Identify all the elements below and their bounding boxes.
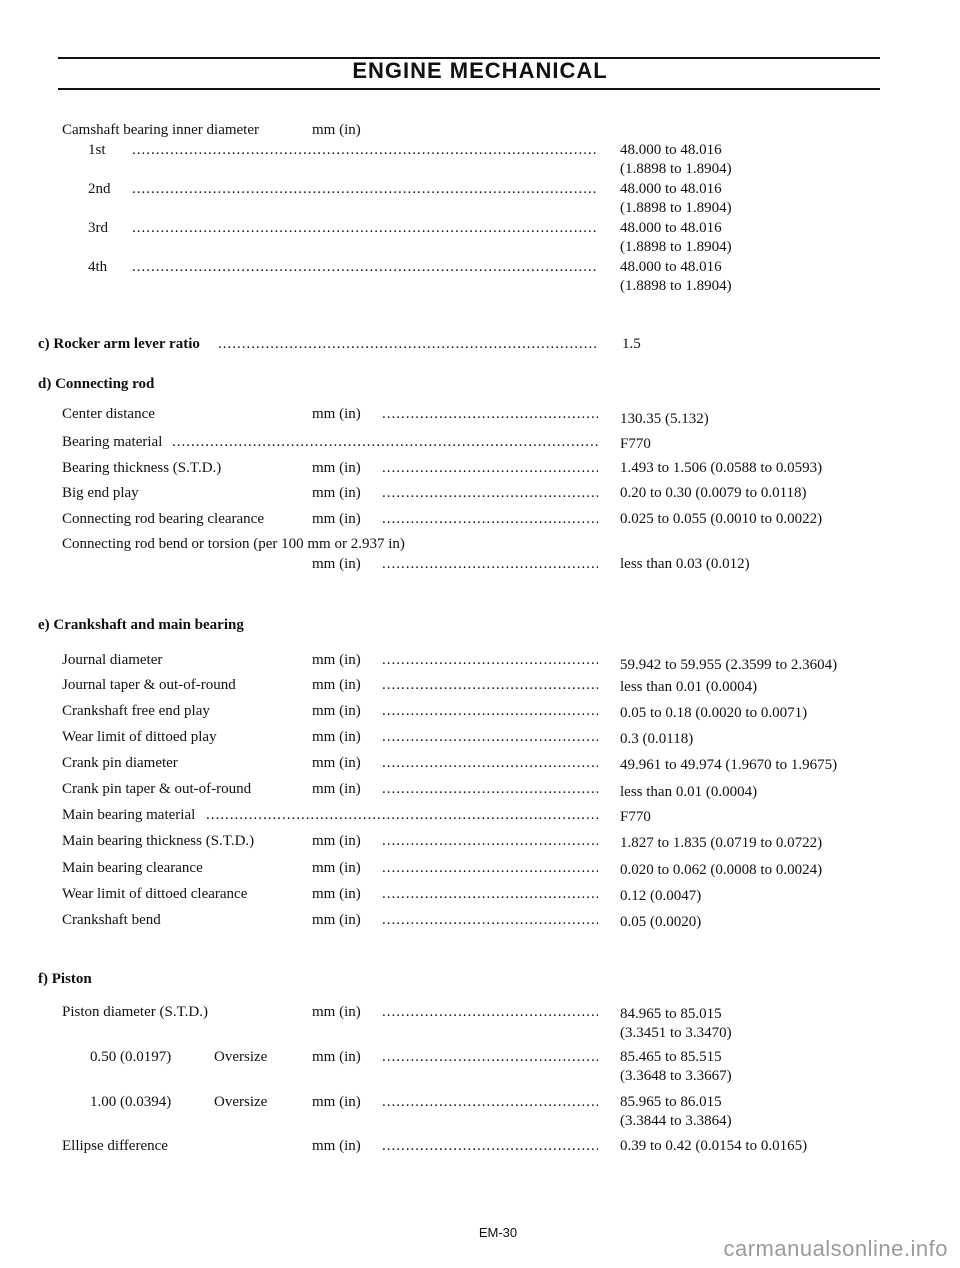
rod-bend-value: less than 0.03 (0.012) bbox=[620, 556, 750, 572]
leader-dots bbox=[132, 258, 598, 276]
ellipse-difference-label: Ellipse difference bbox=[62, 1138, 168, 1154]
main-bearing-thickness-value: 1.827 to 1.835 (0.0719 to 0.0722) bbox=[620, 835, 823, 851]
camshaft-4th-mm: 48.000 to 48.016 bbox=[620, 259, 722, 275]
page-title: ENGINE MECHANICAL bbox=[352, 58, 608, 83]
leader-dots bbox=[382, 1093, 598, 1111]
camshaft-3rd-in: (1.8898 to 1.8904) bbox=[620, 239, 732, 255]
piston-diameter-label: Piston diameter (S.T.D.) bbox=[62, 1004, 208, 1020]
rod-bearing-clearance-value: 0.025 to 0.055 (0.0010 to 0.0022) bbox=[620, 511, 823, 527]
watermark: carmanualsonline.info bbox=[723, 1236, 948, 1261]
leader-dots bbox=[382, 885, 598, 903]
unit-label: mm (in) bbox=[312, 485, 361, 501]
crank-pin-taper-label: Crank pin taper & out-of-round bbox=[62, 781, 252, 797]
crank-pin-diameter-label: Crank pin diameter bbox=[62, 755, 178, 771]
crankshaft-heading: e) Crankshaft and main bearing bbox=[38, 617, 244, 633]
leader-dots bbox=[218, 335, 598, 353]
unit-label: mm (in) bbox=[312, 556, 361, 572]
leader-dots bbox=[382, 1048, 598, 1066]
camshaft-1st-in: (1.8898 to 1.8904) bbox=[620, 161, 732, 177]
main-bearing-clearance-label: Main bearing clearance bbox=[62, 860, 203, 876]
crankshaft-free-end-play-label: Crankshaft free end play bbox=[62, 703, 210, 719]
main-bearing-material-label: Main bearing material bbox=[62, 807, 196, 823]
bearing-thickness-value: 1.493 to 1.506 (0.0588 to 0.0593) bbox=[620, 460, 823, 476]
camshaft-1st-label: 1st bbox=[88, 142, 106, 158]
unit-label: mm (in) bbox=[312, 677, 361, 693]
wear-limit-clearance-label: Wear limit of dittoed clearance bbox=[62, 886, 248, 902]
oversize-050-mm: 85.465 to 85.515 bbox=[620, 1049, 722, 1065]
unit-label: mm (in) bbox=[312, 1094, 361, 1110]
leader-dots bbox=[132, 180, 598, 198]
unit-label: mm (in) bbox=[312, 1049, 361, 1065]
camshaft-2nd-in: (1.8898 to 1.8904) bbox=[620, 200, 732, 216]
leader-dots bbox=[172, 433, 598, 451]
camshaft-2nd-mm: 48.000 to 48.016 bbox=[620, 181, 722, 197]
leader-dots bbox=[382, 859, 598, 877]
unit-label: mm (in) bbox=[312, 886, 361, 902]
leader-dots bbox=[132, 141, 598, 159]
leader-dots bbox=[382, 1137, 598, 1155]
bearing-material-value: F770 bbox=[620, 436, 651, 452]
journal-taper-label: Journal taper & out-of-round bbox=[62, 677, 236, 693]
big-end-play-label: Big end play bbox=[62, 485, 139, 501]
leader-dots bbox=[382, 555, 598, 573]
journal-diameter-label: Journal diameter bbox=[62, 652, 163, 668]
leader-dots bbox=[132, 219, 598, 237]
leader-dots bbox=[382, 405, 598, 423]
oversize-100-in: (3.3844 to 3.3864) bbox=[620, 1113, 732, 1129]
unit-label: mm (in) bbox=[312, 833, 361, 849]
leader-dots bbox=[382, 676, 598, 694]
camshaft-3rd-mm: 48.000 to 48.016 bbox=[620, 220, 722, 236]
rocker-arm-value: 1.5 bbox=[622, 336, 641, 352]
piston-diameter-mm: 84.965 to 85.015 bbox=[620, 1006, 722, 1022]
rod-bend-label: Connecting rod bend or torsion (per 100 mm or 2.937 in) bbox=[62, 536, 405, 552]
unit-label: mm (in) bbox=[312, 781, 361, 797]
journal-taper-value: less than 0.01 (0.0004) bbox=[620, 679, 758, 695]
wear-limit-clearance-value: 0.12 (0.0047) bbox=[620, 888, 702, 904]
crank-pin-diameter-value: 49.961 to 49.974 (1.9670 to 1.9675) bbox=[620, 757, 838, 773]
unit-label: mm (in) bbox=[312, 1138, 361, 1154]
leader-dots bbox=[382, 484, 598, 502]
oversize-100-size: 1.00 (0.0394) bbox=[90, 1094, 172, 1110]
camshaft-1st-mm: 48.000 to 48.016 bbox=[620, 142, 722, 158]
wear-limit-play-label: Wear limit of dittoed play bbox=[62, 729, 217, 745]
unit-label: mm (in) bbox=[312, 755, 361, 771]
camshaft-3rd-label: 3rd bbox=[88, 220, 108, 236]
connecting-rod-heading: d) Connecting rod bbox=[38, 376, 155, 392]
unit-label: mm (in) bbox=[312, 860, 361, 876]
camshaft-2nd-label: 2nd bbox=[88, 181, 111, 197]
leader-dots bbox=[382, 702, 598, 720]
oversize-050-label: Oversize bbox=[214, 1049, 268, 1065]
unit-label: mm (in) bbox=[312, 912, 361, 928]
camshaft-4th-in: (1.8898 to 1.8904) bbox=[620, 278, 732, 294]
unit-label: mm (in) bbox=[312, 652, 361, 668]
crankshaft-bend-label: Crankshaft bend bbox=[62, 912, 161, 928]
leader-dots bbox=[382, 1003, 598, 1021]
big-end-play-value: 0.20 to 0.30 (0.0079 to 0.0118) bbox=[620, 485, 807, 501]
camshaft-unit: mm (in) bbox=[312, 122, 361, 138]
unit-label: mm (in) bbox=[312, 729, 361, 745]
main-bearing-clearance-value: 0.020 to 0.062 (0.0008 to 0.0024) bbox=[620, 862, 823, 878]
wear-limit-play-value: 0.3 (0.0118) bbox=[620, 731, 694, 747]
oversize-100-label: Oversize bbox=[214, 1094, 268, 1110]
piston-heading: f) Piston bbox=[38, 971, 92, 987]
unit-label: mm (in) bbox=[312, 703, 361, 719]
leader-dots bbox=[382, 651, 598, 669]
ellipse-difference-value: 0.39 to 0.42 (0.0154 to 0.0165) bbox=[620, 1138, 808, 1154]
crank-pin-taper-value: less than 0.01 (0.0004) bbox=[620, 784, 758, 800]
leader-dots bbox=[382, 510, 598, 528]
center-distance-value: 130.35 (5.132) bbox=[620, 411, 709, 427]
camshaft-heading: Camshaft bearing inner diameter bbox=[62, 122, 260, 138]
leader-dots bbox=[382, 911, 598, 929]
page-number: EM-30 bbox=[478, 1225, 518, 1240]
crankshaft-free-end-play-value: 0.05 to 0.18 (0.0020 to 0.0071) bbox=[620, 705, 808, 721]
bearing-material-label: Bearing material bbox=[62, 434, 163, 450]
leader-dots bbox=[382, 728, 598, 746]
piston-diameter-in: (3.3451 to 3.3470) bbox=[620, 1025, 732, 1041]
rocker-arm-label: c) Rocker arm lever ratio bbox=[38, 336, 200, 352]
crankshaft-bend-value: 0.05 (0.0020) bbox=[620, 914, 702, 930]
oversize-050-size: 0.50 (0.0197) bbox=[90, 1049, 172, 1065]
leader-dots bbox=[206, 806, 598, 824]
main-bearing-material-value: F770 bbox=[620, 809, 651, 825]
title-underline bbox=[58, 88, 880, 90]
bearing-thickness-label: Bearing thickness (S.T.D.) bbox=[62, 460, 222, 476]
journal-diameter-value: 59.942 to 59.955 (2.3599 to 2.3604) bbox=[620, 657, 838, 673]
oversize-050-in: (3.3648 to 3.3667) bbox=[620, 1068, 732, 1084]
unit-label: mm (in) bbox=[312, 406, 361, 422]
center-distance-label: Center distance bbox=[62, 406, 155, 422]
oversize-100-mm: 85.965 to 86.015 bbox=[620, 1094, 722, 1110]
leader-dots bbox=[382, 459, 598, 477]
main-bearing-thickness-label: Main bearing thickness (S.T.D.) bbox=[62, 833, 255, 849]
leader-dots bbox=[382, 754, 598, 772]
leader-dots bbox=[382, 832, 598, 850]
leader-dots bbox=[382, 780, 598, 798]
unit-label: mm (in) bbox=[312, 460, 361, 476]
unit-label: mm (in) bbox=[312, 1004, 361, 1020]
camshaft-4th-label: 4th bbox=[88, 259, 108, 275]
unit-label: mm (in) bbox=[312, 511, 361, 527]
rod-bearing-clearance-label: Connecting rod bearing clearance bbox=[62, 511, 264, 527]
